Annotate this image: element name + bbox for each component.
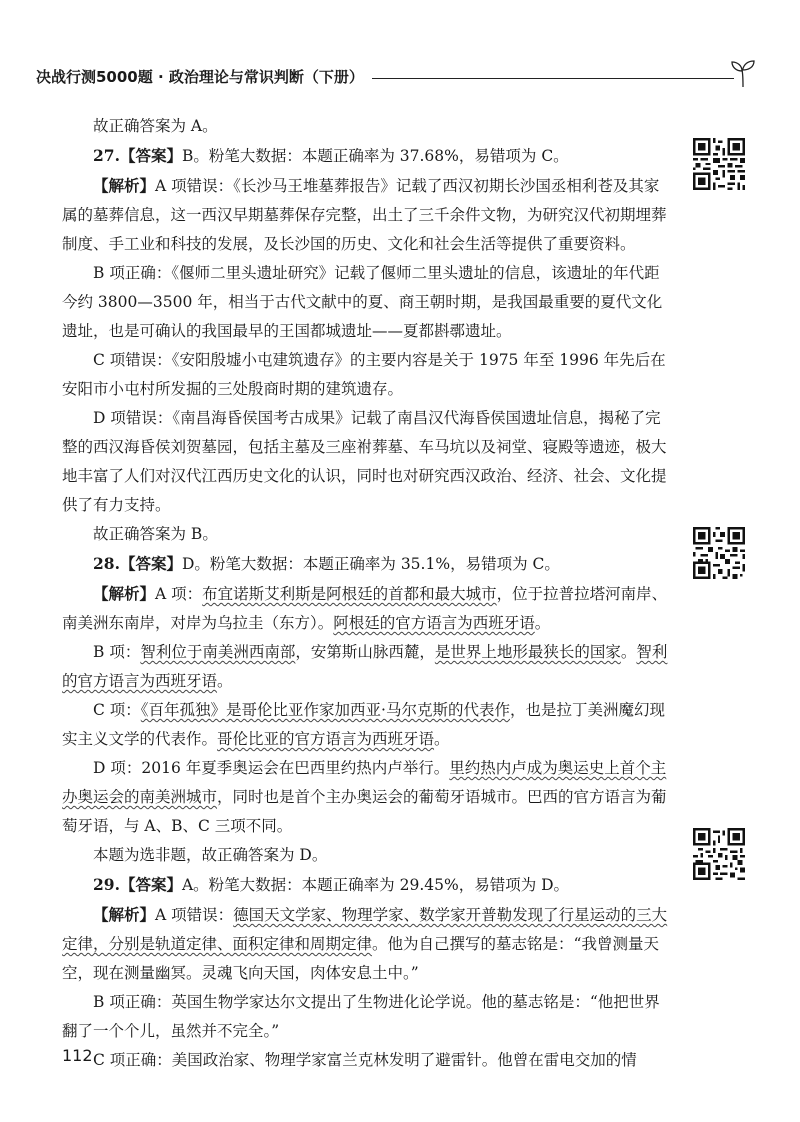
header-title: 决战行测5000题 · 政治理论与常识判断（下册）: [36, 68, 364, 86]
text-run: D 项：2016 年夏季奥运会在巴西里约热内卢举行。: [93, 759, 450, 777]
qr-code-icon[interactable]: [693, 828, 745, 880]
answer-tag: 29.【答案】: [93, 875, 182, 894]
analysis-29: [62, 900, 674, 988]
wavy-underline-text: 智利的官方语言为西班牙语: [62, 643, 668, 690]
paragraph: B 项正确：《偃师二里头遗址研究》记载了偃师二里头遗址的信息，该遗址的年代距今约 3800—3500 年，相当于古代文献中的夏、商王朝时期，是我国最重要的夏代文化遗址，也是可确认的我国最早的王国都城遗址——夏都斟鄩遗址。: [62, 264, 663, 340]
text-run: ，也是拉丁美洲魔幻现实主义文学的代表作。: [62, 701, 665, 748]
wavy-underline-text: 是世界上地形最狭长的国家: [434, 643, 621, 661]
wavy-underline-text: 哥伦比亚的官方语言为西班牙语: [217, 730, 435, 748]
header-rule: [372, 78, 734, 79]
paragraph: C 项正确：美国政治家、物理学家富兰克林发明了避雷针。他曾在雷电交加的情: [93, 1051, 637, 1069]
paragraph: [62, 696, 674, 754]
text-run: 。: [217, 672, 233, 690]
page-body: [62, 112, 674, 1075]
paragraph: C 项错误：《安阳殷墟小屯建筑遗存》的主要内容是关于 1975 年至 1996 年先后在安阳市小屯村所发掘的三处殷商时期的建筑遗存。: [62, 351, 666, 398]
paragraph: [62, 638, 674, 696]
wavy-underline-text: 布宜诺斯艾利斯是阿根廷的首都和最大城市: [202, 585, 497, 603]
text-run: A 项错误：: [155, 906, 234, 924]
text-run: ，位于拉普拉塔河南岸、南美洲东南岸，对岸为乌拉圭（东方）。: [62, 585, 668, 632]
text-run: 。: [434, 730, 450, 748]
paragraph: 本题为选非题，故正确答案为 D。: [93, 846, 328, 864]
answer-tag: 28.【答案】: [93, 554, 182, 573]
wavy-underline-text: 里约热内卢成为奥运史上首个主办奥运会的南美洲城市: [62, 759, 667, 806]
answer-27: [62, 141, 674, 171]
text-run: 。: [620, 643, 637, 661]
answer-text: B。粉笔大数据：本题正确率为 37.68%，易错项为 C。: [181, 147, 569, 165]
wavy-underline-text: 智利位于南美洲西南部: [140, 643, 296, 661]
answer-29: [62, 870, 674, 900]
running-header: [36, 58, 756, 94]
answer-text: D。粉笔大数据：本题正确率为 35.1%，易错项为 C。: [181, 555, 560, 573]
paragraph: [62, 754, 674, 841]
paragraph: 故正确答案为 A。: [93, 117, 218, 135]
answer-28: [62, 549, 674, 579]
text-run: ，同时也是首个主办奥运会的葡萄牙语城市。巴西的官方语言为葡萄牙语，与 A、B、C 三项不同。: [62, 788, 667, 835]
analysis-28: [62, 579, 674, 638]
page-number: 112: [62, 1046, 93, 1065]
paragraph: D 项错误：《南昌海昏侯国考古成果》记载了南昌汉代海昏侯国遗址信息，揭秘了完整的西汉海昏侯刘贺墓园，包括主墓及三座祔葬墓、车马坑以及祠堂、寝殿等遗迹，极大地丰富了人们对汉代江西历史文化的认识，同时也对研究西汉政治、经济、社会、文化提供了有力支持。: [62, 409, 667, 514]
text-run: C 项：: [93, 701, 141, 719]
text-run: B 项：: [93, 643, 141, 661]
answer-tag: 27.【答案】: [93, 146, 182, 165]
text-run: A 项：: [155, 585, 203, 603]
analysis-27: [62, 171, 674, 259]
answer-text: A。粉笔大数据：本题正确率为 29.45%，易错项为 D。: [181, 876, 570, 894]
text-run: ，安第斯山脉西麓，: [295, 643, 435, 661]
paragraph: B 项正确：英国生物学家达尔文提出了生物进化论学说。他的墓志铭是：“他把世界翻了一个个儿，虽然并不完全。”: [62, 993, 660, 1040]
analysis-tag: 【解析】: [93, 905, 156, 924]
qr-code-icon[interactable]: [693, 138, 745, 190]
sprout-icon: [730, 58, 756, 88]
wavy-underline-text: 阿根廷的官方语言为西班牙语: [333, 614, 535, 632]
analysis-tag: 【解析】: [93, 584, 156, 603]
paragraph: 故正确答案为 B。: [93, 525, 218, 543]
text-run: 。他为自己撰写的墓志铭是：“我曾测量天空，现在测量幽冥。灵魂飞向天国，肉体安息土中。”: [62, 935, 659, 982]
wavy-underline-text: 《百年孤独》是哥伦比亚作家加西亚·马尔克斯的代表作: [140, 701, 510, 719]
qr-code-icon[interactable]: [693, 527, 745, 579]
analysis-text: A 项错误：《长沙马王堆墓葬报告》记载了西汉初期长沙国丞相利苍及其家属的墓葬信息，这一西汉早期墓葬保存完整，出土了三千余件文物，为研究汉代初期埋葬制度、手工业和科技的发展，及长沙国的历史、文化和社会生活等提供了重要资料。: [62, 177, 667, 253]
analysis-tag: 【解析】: [93, 176, 156, 195]
text-run: 。: [534, 614, 551, 632]
wavy-underline-text: 德国天文学家、物理学家、数学家开普勒发现了行星运动的三大定律，分别是轨道定律、面积定律和周期定律: [62, 906, 668, 953]
